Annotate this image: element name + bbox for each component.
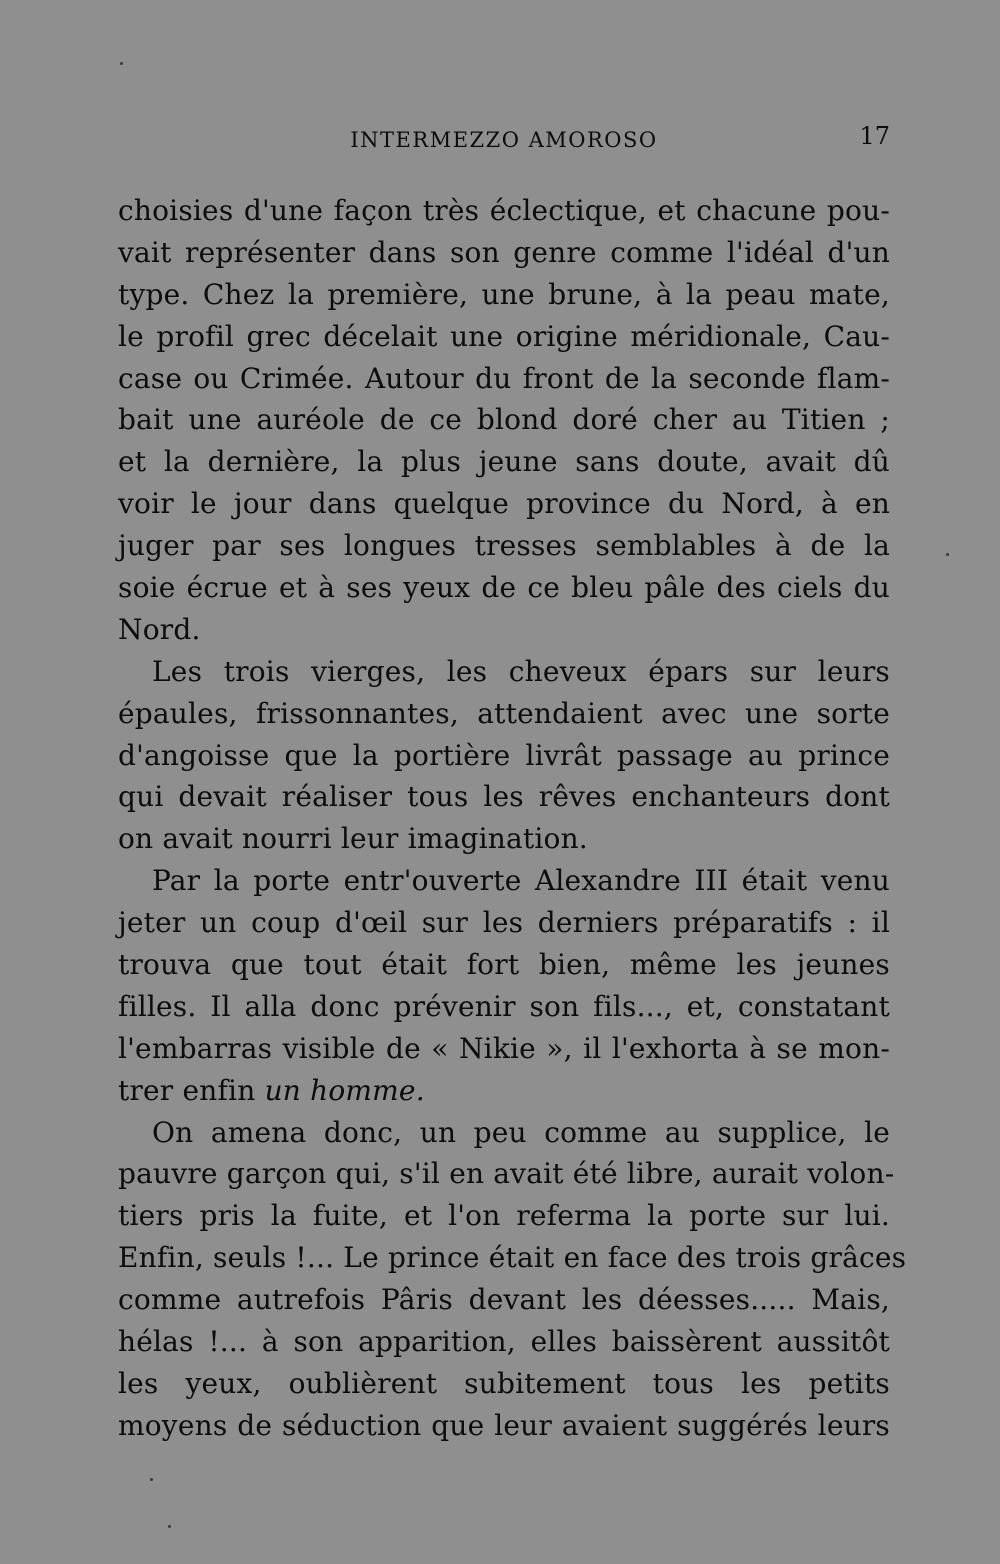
- paper-speck: [120, 62, 123, 65]
- text-line: bait une auréole de ce blond doré cher au Titien ;: [118, 403, 890, 437]
- text-line: Par la porte entr'ouverte Alexandre III était venu: [152, 864, 890, 898]
- text-segment: trer enfin: [118, 1073, 256, 1107]
- page-header: [118, 122, 890, 162]
- text-line: choisies d'une façon très éclectique, et chacune pou-: [118, 194, 890, 227]
- body-text: [118, 190, 907, 1447]
- text-line: d'angoisse que la portière livrât passage au prince: [118, 738, 890, 772]
- text-line: Les trois vierges, les cheveux épars sur leurs: [152, 654, 890, 688]
- text-line: l'embarras visible de « Nikie », il l'exhorta à se mon-: [118, 1031, 890, 1065]
- text-line: le profil grec décelait une origine méridionale, Cau-: [118, 319, 890, 353]
- text-line: épaules, frissonnantes, attendaient avec une sorte: [118, 696, 890, 730]
- text-line: et la dernière, la plus jeune sans doute, avait dû: [118, 445, 890, 479]
- text-line: Enfin, seuls !... Le prince était en face des trois grâces: [118, 1241, 907, 1275]
- text-line: case ou Crimée. Autour du front de la seconde flam-: [118, 361, 890, 395]
- text-line: soie écrue et à ses yeux de ce bleu pâle des ciels du: [118, 571, 890, 605]
- text-line: on avait nourri leur imagination.: [118, 822, 588, 856]
- text-line: filles. Il alla donc prévenir son fils..., et, constatant: [118, 989, 890, 1023]
- text-line: qui devait réaliser tous les rêves enchanteurs dont: [118, 780, 890, 814]
- text-line-with-italic: [118, 1070, 890, 1112]
- italic-phrase: un homme.: [264, 1073, 425, 1107]
- running-title: INTERMEZZO AMOROSO: [350, 128, 658, 152]
- page-number: 17: [859, 122, 890, 150]
- text-line: Nord.: [118, 612, 201, 646]
- text-line: les yeux, oublièrent subitement tous les petits: [118, 1366, 890, 1400]
- text-line: jeter un coup d'œil sur les derniers préparatifs : il: [118, 906, 890, 940]
- text-line: juger par ses longues tresses semblables à de la: [118, 529, 890, 563]
- text-line: vait représenter dans son genre comme l'idéal d'un: [118, 235, 890, 269]
- text-line: On amena donc, un peu comme au supplice, le: [152, 1115, 890, 1149]
- paper-speck: [946, 553, 949, 556]
- text-line: trouva que tout était fort bien, même les jeunes: [118, 948, 890, 982]
- text-line: moyens de séduction que leur avaient suggérés leurs: [118, 1408, 890, 1442]
- paper-speck: [168, 1525, 171, 1528]
- text-line: hélas !... à son apparition, elles baissèrent aussitôt: [118, 1325, 890, 1359]
- text-line: type. Chez la première, une brune, à la peau mate,: [118, 277, 890, 311]
- text-line: tiers pris la fuite, et l'on referma la porte sur lui.: [118, 1199, 890, 1233]
- text-line: comme autrefois Pâris devant les déesses..... Mais,: [118, 1283, 890, 1317]
- text-line: pauvre garçon qui, s'il en avait été libre, aurait volon-: [118, 1157, 895, 1191]
- text-line: voir le jour dans quelque province du Nord, à en: [118, 487, 890, 521]
- paper-speck: [150, 1478, 153, 1481]
